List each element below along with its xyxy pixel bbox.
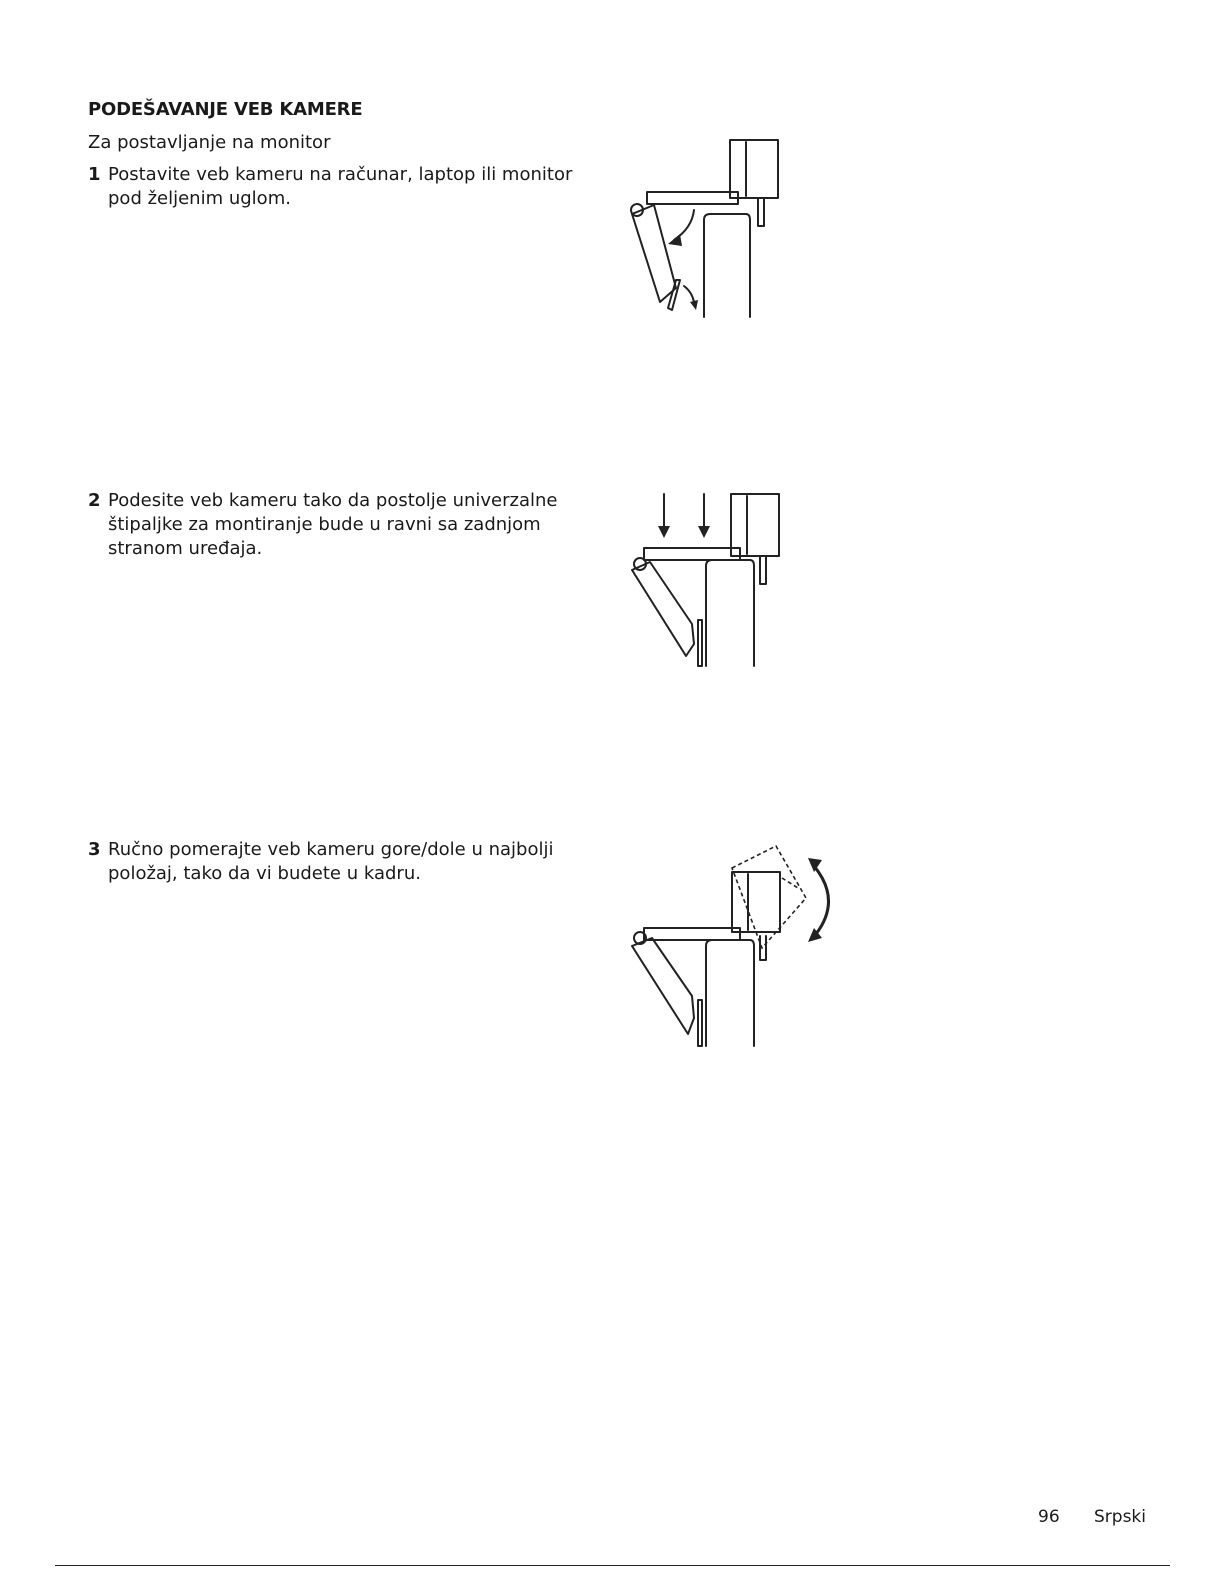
section-title: PODEŠAVANJE VEB KAMERE xyxy=(88,99,363,120)
webcam-clip-rotate-illustration xyxy=(610,130,810,325)
step-text: Postavite veb kameru na računar, laptop ili monitor pod željenim uglom. xyxy=(108,164,573,209)
step-number: 3 xyxy=(88,839,101,860)
step-number: 1 xyxy=(88,164,101,185)
footer-divider xyxy=(55,1565,1170,1566)
step-3 xyxy=(88,838,578,886)
step-1 xyxy=(88,163,578,211)
step-text: Ručno pomerajte veb kameru gore/dole u najbolji položaj, tako da vi budete u kadru. xyxy=(108,839,554,884)
section-subtitle: Za postavljanje na monitor xyxy=(88,132,331,153)
step-2 xyxy=(88,489,578,561)
step-number: 2 xyxy=(88,490,101,511)
page-number: 96 xyxy=(1038,1507,1060,1527)
webcam-clip-press-down-illustration xyxy=(610,484,810,674)
footer-language: Srpski xyxy=(1094,1507,1146,1527)
step-text: Podesite veb kameru tako da postolje univerzalne štipaljke za montiranje bude u ravni sa zadnjom stranom uređaja. xyxy=(108,490,558,559)
webcam-tilt-up-down-illustration xyxy=(610,838,850,1053)
